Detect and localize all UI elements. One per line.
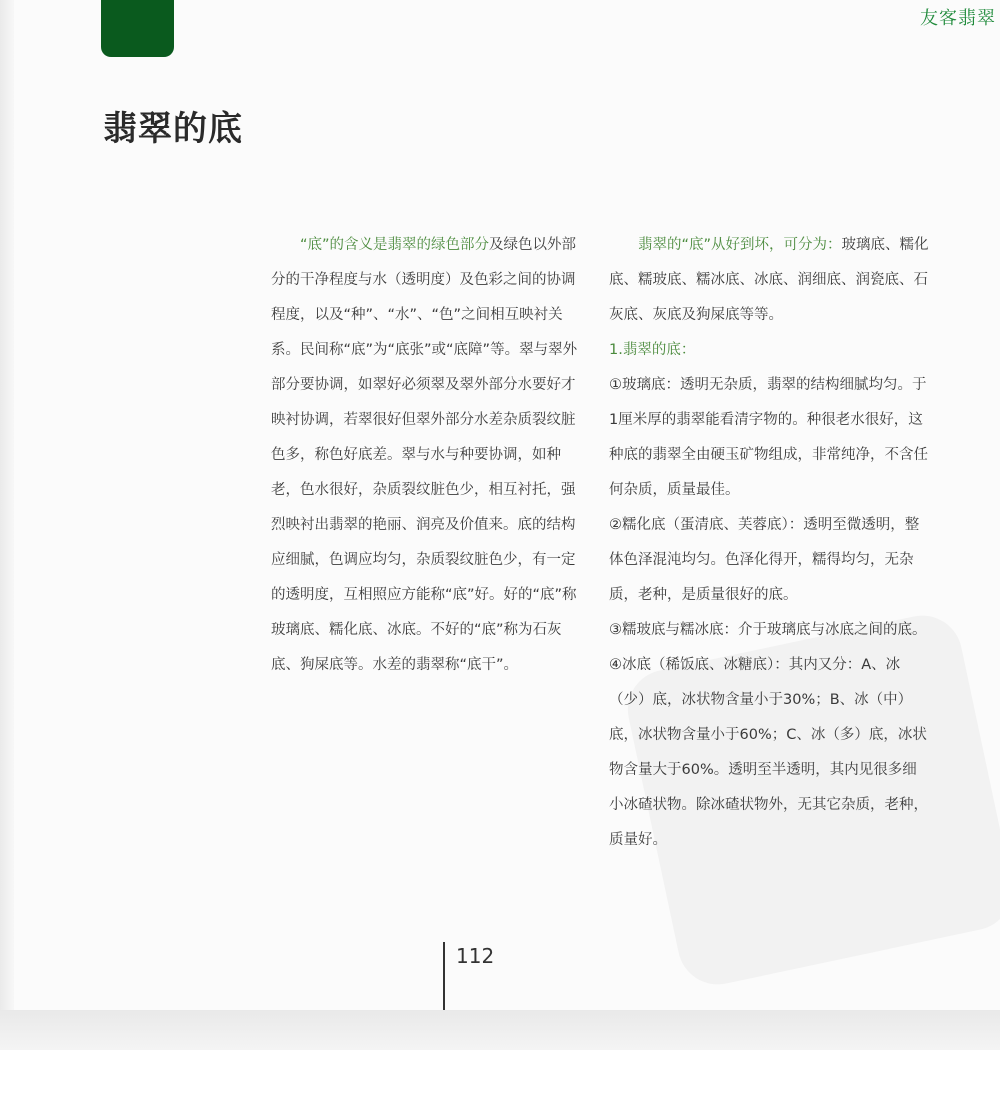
intro-lead: 翡翠的“底”从好到坏，可分为： — [638, 237, 842, 253]
page-left-edge — [0, 0, 14, 1010]
chapter-tab — [101, 0, 174, 57]
list-item: ①玻璃底：透明无杂质，翡翠的结构细腻均匀。于1厘米厚的翡翠能看清字物的。种很老水很好，这种底的翡翠全由硬玉矿物组成，非常纯净，不含任何杂质，质量最佳。 — [609, 377, 928, 498]
list-item: ④冰底（稀饭底、冰糖底）：其内又分：A、冰（少）底，冰状物含量小于30%；B、冰（中）底，冰状物含量小于60%；C、冰（多）底，冰状物含量大于60%。透明至半透明，其内见很多细小冰碴状物。除冰碴状物外，无其它杂质，老种，质量好。 — [609, 657, 928, 848]
left-column — [271, 228, 589, 683]
intro-paragraph — [609, 228, 929, 333]
list-item: ②糯化底（蛋清底、芙蓉底）：透明至微透明，整体色泽混沌均匀。色泽化得开，糯得均匀，无杂质，老种，是质量很好的底。 — [609, 517, 920, 603]
body-text: 及绿色以外部分的干净程度与水（透明度）及色彩之间的协调程度，以及“种”、“水”、“色”之间相互映衬关系。民间称“底”为“底张”或“底障”等。翠与翠外部分要协调，如翠好必须翠及翠外部分水要好才映衬协调，若翠很好但翠外部分水差杂质裂纹脏色多，称色好底差。翠与水与种要协调，如种老，色水很好，杂质裂纹脏色少，相互衬托，强烈映衬出翡翠的艳丽、润亮及价值来。底的结构应细腻，色调应均匀，杂质裂纹脏色少，有一定的透明度，互相照应方能称“底”好。好的“底”称玻璃底、糯化底、冰底。不好的“底”称为石灰底、狗屎底等。水差的翡翠称“底干”。 — [271, 237, 578, 673]
left-paragraph — [271, 228, 589, 683]
right-column — [609, 228, 929, 858]
list-item: ③糯玻底与糯冰底：介于玻璃底与冰底之间的底。 — [609, 622, 927, 638]
page-number: 112 — [456, 944, 495, 968]
lead-text: “底”的含义是翡翠的绿色部分 — [300, 237, 490, 253]
scan-bottom-shadow — [0, 1010, 1000, 1050]
section-heading: 1.翡翠的底： — [609, 342, 696, 358]
page-number-divider — [443, 942, 445, 1010]
intro-body: 玻璃底、糯化底、糯玻底、糯冰底、冰底、润细底、润瓷底、石灰底、灰底及狗屎底等等。 — [609, 237, 929, 323]
watermark-text: 友客翡翠 — [920, 8, 996, 29]
page-title: 翡翠的底 — [103, 108, 243, 149]
